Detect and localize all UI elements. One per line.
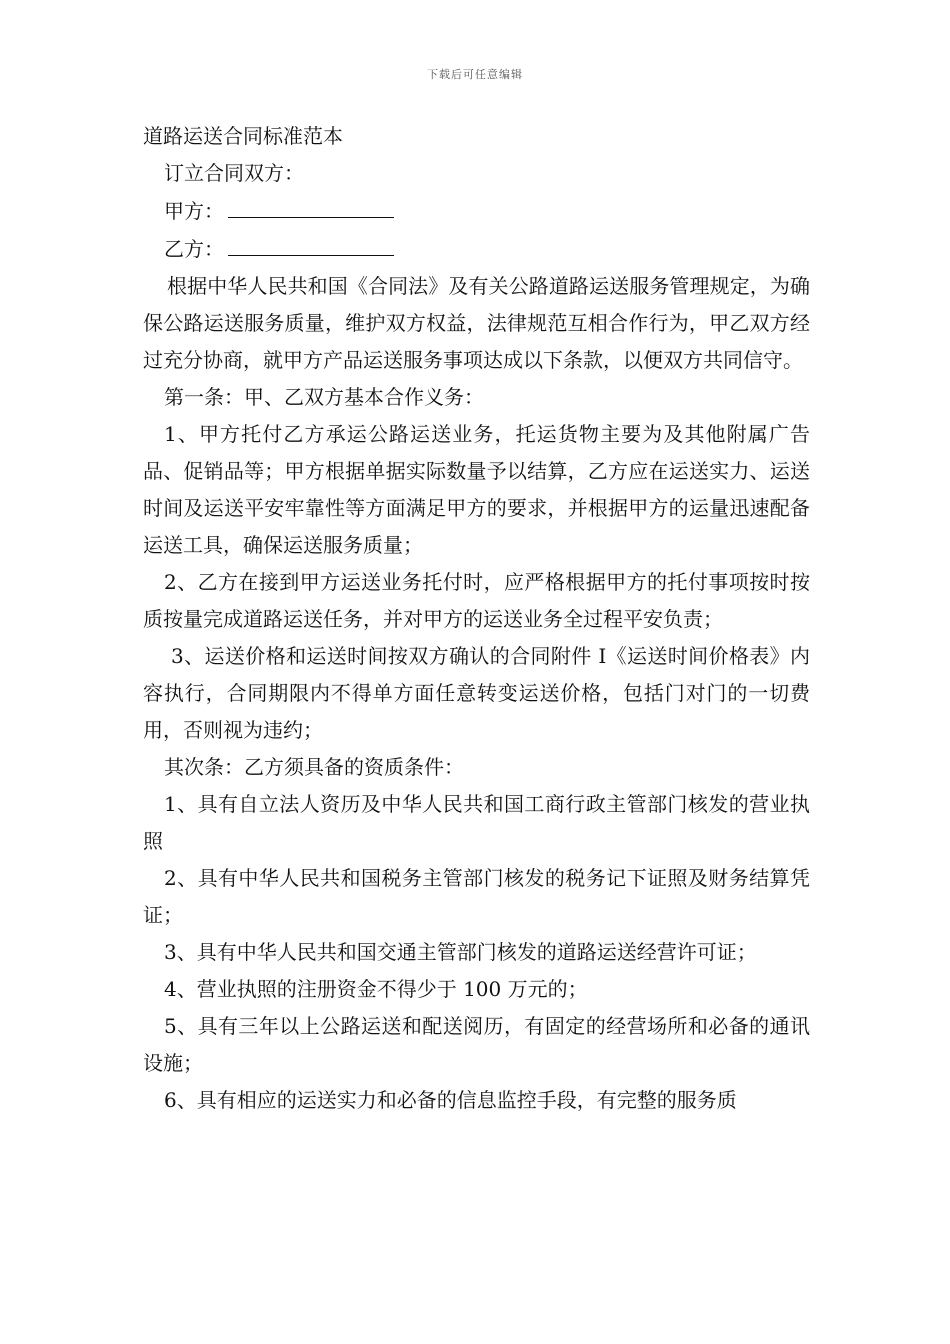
party-b-label: 乙方：	[164, 237, 224, 261]
article2-item: 1、具有自立法人资历及中华人民共和国工商行政主管部门核发的营业执照	[143, 792, 810, 853]
party-a-line	[143, 192, 810, 230]
page-header: 下载后可任意编辑	[427, 68, 523, 81]
document-body	[143, 118, 810, 1119]
document-title: 道路运送合同标准范本	[143, 124, 343, 148]
article2-item: 5、具有三年以上公路运送和配送阅历，有固定的经营场所和必备的通讯设施；	[143, 1014, 810, 1075]
party-b-line	[143, 230, 810, 268]
article2-heading: 其次条：乙方须具备的资质条件：	[164, 755, 464, 779]
party-b-blank	[228, 230, 394, 256]
article2-item: 4、营业执照的注册资金不得少于 100 万元的；	[164, 977, 588, 1001]
party-a-label: 甲方：	[164, 199, 224, 223]
article1-item: 3、运送价格和运送时间按双方确认的合同附件 I《运送时间价格表》内容执行，合同期限内不得单方面任意转变运送价格，包括门对门的一切费用，否则视为违约；	[143, 644, 810, 742]
party-a-blank	[228, 192, 394, 218]
article2-item: 3、具有中华人民共和国交通主管部门核发的道路运送经营许可证；	[164, 940, 757, 964]
article1-item: 1、甲方托付乙方承运公路运送业务，托运货物主要为及其他附属广告品、促销品等；甲方根据单据实际数量予以结算，乙方应在运送实力、运送时间及运送平安牢靠性等方面满足甲方的要求，并根据甲方的运量迅速配备运送工具，确保运送服务质量；	[143, 422, 810, 557]
preamble-paragraph: 根据中华人民共和国《合同法》及有关公路道路运送服务管理规定，为确保公路运送服务质量，维护双方权益，法律规范互相合作行为，甲乙双方经过充分协商，就甲方产品运送服务事项达成以下条款，以便双方共同信守。	[143, 274, 810, 372]
article1-heading: 第一条：甲、乙双方基本合作义务：	[164, 385, 484, 409]
parties-heading: 订立合同双方：	[164, 161, 304, 185]
article1-item: 2、乙方在接到甲方运送业务托付时，应严格根据甲方的托付事项按时按质按量完成道路运送任务，并对甲方的运送业务全过程平安负责；	[143, 570, 810, 631]
article2-item: 2、具有中华人民共和国税务主管部门核发的税务记下证照及财务结算凭证；	[143, 866, 810, 927]
article2-item: 6、具有相应的运送实力和必备的信息监控手段，有完整的服务质	[164, 1088, 737, 1112]
